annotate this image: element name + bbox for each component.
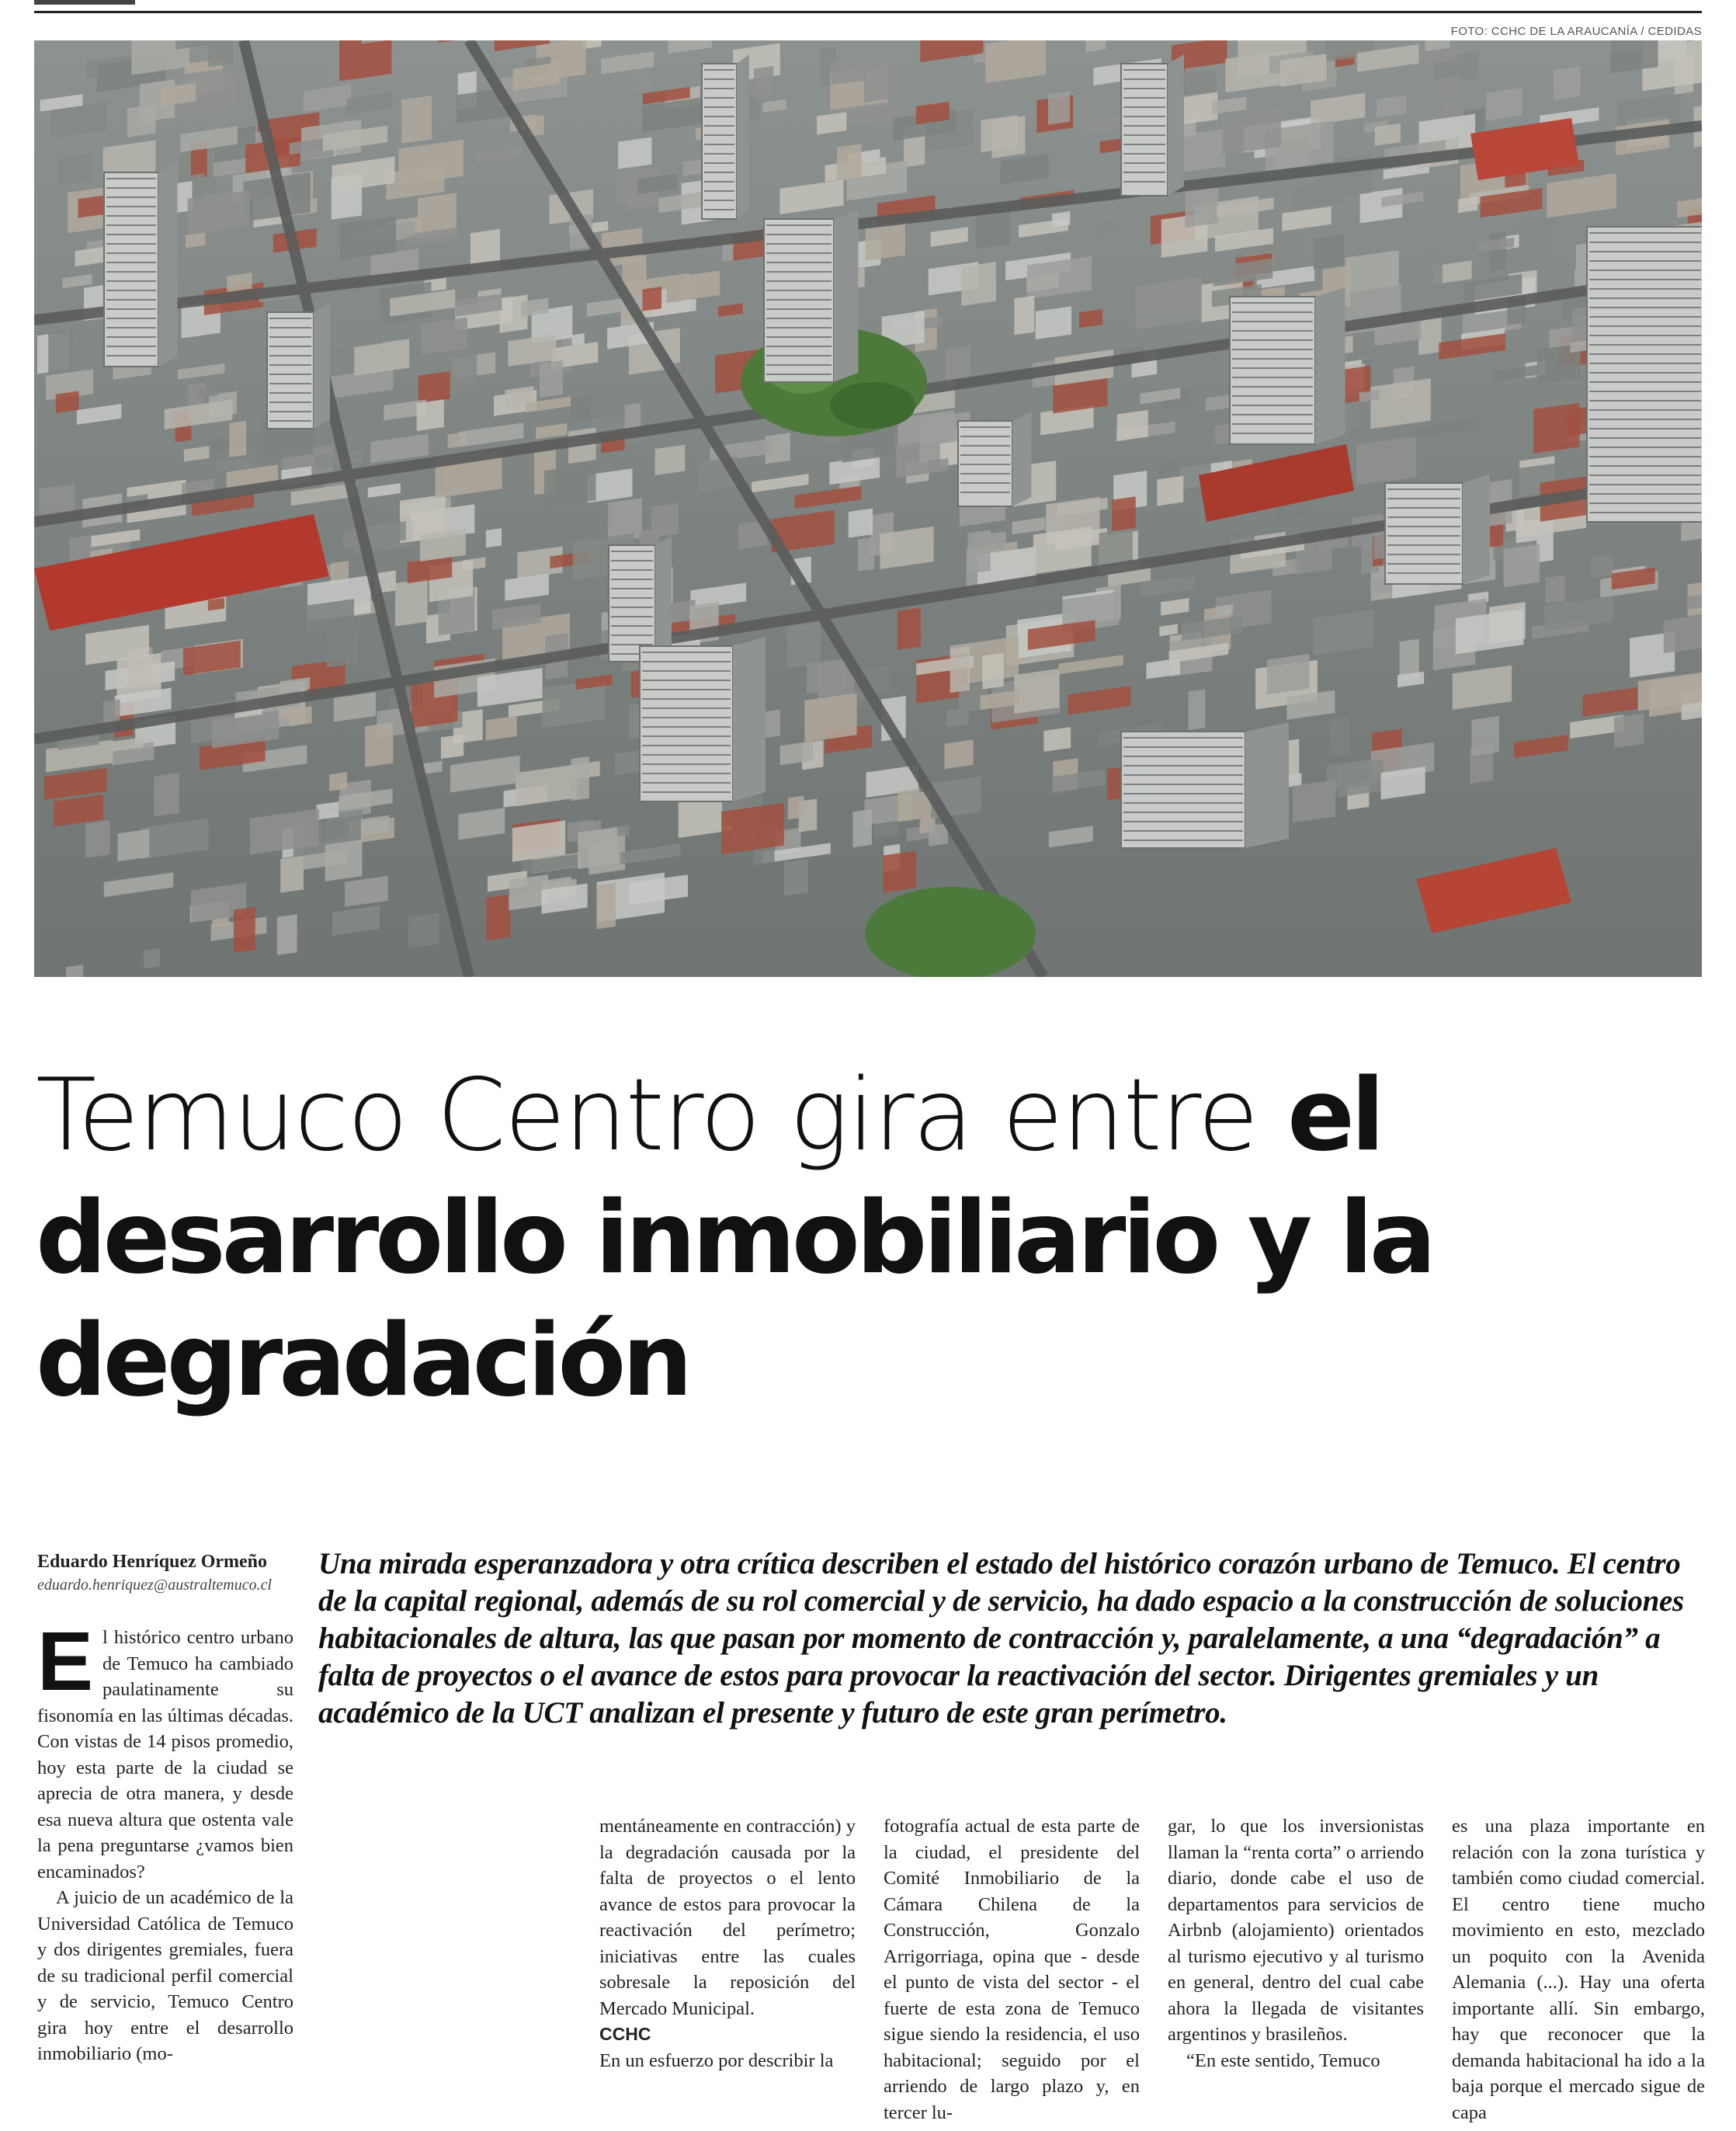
- body-paragraph: es una plaza importante en relación con la zona turística y también como ciudad comercial. El centro tiene mucho movimiento en esto, mezclado un poquito con la Avenida Alemania (...). Hay una oferta importante allí. Sin embargo, hay que reconocer que la demanda habitacional ha ido a la baja porque el mercado sigue de capa: [1452, 1816, 1705, 2123]
- body-paragraph: fotografía actual de esta parte de la ciudad, el presidente del Comité Inmobiliario de la Cámara Chilena de la Construcción, Gonzalo Arrigorriaga, opina que - desde el punto de vista del sector - el fuerte de esta zona de Temuco sigue siendo la residencia, el uso habitacional; seguido por el arriendo de largo plazo y, en tercer lu-: [884, 1816, 1140, 2123]
- body-paragraph: A juicio de un académico de la Universidad Católica de Temuco y dos dirigentes gremiales, fuera de su tradicional perfil comercial y de servicio, Temuco Centro gira hoy entre el desarrollo inmobiliario (mo-: [37, 1887, 293, 2064]
- headline-heavy: el desarrollo inmobiliario y la degradación: [36, 1058, 1433, 1419]
- subheading-cchc: CCHC: [599, 2024, 651, 2044]
- body-column-2: [599, 1813, 856, 2074]
- body-paragraph: mentáneamente en contracción) y la degradación causada por la falta de proyectos o el lento avance de estos para provocar la reactivación del perímetro; iniciativas entre las cuales sobresale la reposición del Mercado Municipal.: [599, 1816, 856, 2019]
- body-column-1: [37, 1614, 293, 2067]
- photo-credit: FOTO: CCHC DE LA ARAUCANÍA / CEDIDAS: [1450, 25, 1702, 38]
- top-rule: [34, 11, 1702, 13]
- body-column-3: [884, 1813, 1140, 2126]
- headline: [36, 1055, 1705, 1423]
- aerial-city-photo: [34, 40, 1702, 977]
- headline-light: Temuco Centro gira entre: [36, 1058, 1288, 1173]
- body-paragraph: gar, lo que los inversionistas llaman la “renta corta” o arriendo diario, donde cabe el uso de departamentos para servicios de Airbnb (alojamiento) orientados al turismo ejecutivo y al turismo en general, dentro del cual cabe ahora la llegada de visitantes argentinos y brasileños.: [1168, 1816, 1424, 2045]
- body-paragraph: “En este sentido, Temuco: [1186, 2049, 1380, 2071]
- top-rule-stub: [34, 0, 135, 5]
- lede-paragraph: Una mirada esperanzadora y otra crítica describen el estado del histórico corazón urbano de Temuco. El centro de la capital regional, además de su rol comercial y de servicio, ha dado espacio a la construcción de soluciones habitacionales de altura, las que pasan por momento de contracción y, paralelamente, a una “degradación” a falta de proyectos o el avance de estos para provocar la reactivación del sector. Dirigentes gremiales y un académico de la UCT analizan el presente y futuro de este gran perímetro.: [318, 1547, 1684, 1729]
- col1-text-1: l histórico centro urbano de Temuco ha cambiado paulatinamente su fisonomía en las últimas décadas. Con vistas de 14 pisos promedio, hoy esta parte de la ciudad se aprecia de otra manera, y desde esa nueva altura que ostenta vale la pena preguntarse ¿vamos bien encaminados?: [37, 1627, 293, 1882]
- body-paragraph: [37, 1614, 293, 1885]
- body-paragraph: En un esfuerzo por describir la: [599, 2049, 834, 2071]
- body-column-4: [1168, 1813, 1424, 2074]
- byline-email[interactable]: eduardo.henriquez@australtemuco.cl: [37, 1577, 273, 1594]
- byline-author: Eduardo Henríquez Ormeño: [37, 1552, 268, 1572]
- body-column-5: [1452, 1813, 1705, 2126]
- drop-cap: E: [37, 1614, 94, 1708]
- aerial-city-illustration: [34, 40, 1702, 977]
